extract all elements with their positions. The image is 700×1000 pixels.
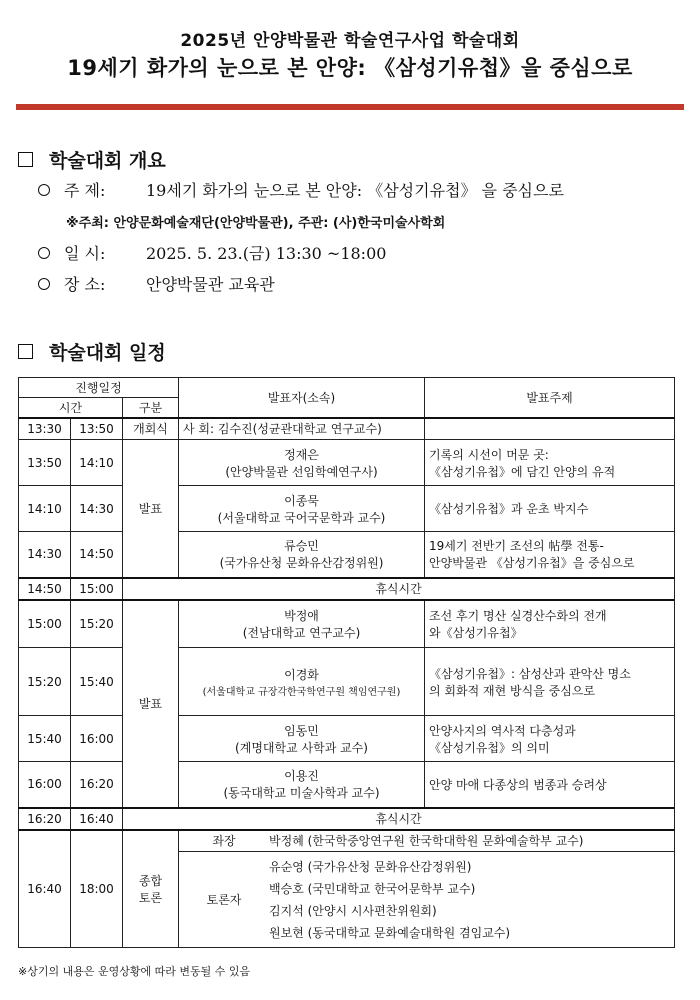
table-row: 14:50 15:00 휴식시간 [19, 578, 675, 600]
overview-heading: 학술대회 개요 [18, 146, 166, 173]
table-row: 15:00 15:20 발표 박정애 (전남대학교 연구교수) 조선 후기 명산 실경산수화의 전개 와《삼성기유첩》 [19, 600, 675, 648]
chair-name: 박정혜 (한국학중앙연구원 한국학대학원 문화예술학부 교수) [269, 834, 584, 849]
table-row: 13:50 14:10 발표 정재은 (안양박물관 선임학예연구사) 기록의 시선이 머문 곳: 《삼성기유첩》에 담긴 안양의 유적 [19, 440, 675, 486]
schedule-table [18, 377, 675, 948]
date-label: 일 시: [64, 244, 106, 263]
place-value: 안양박물관 교육관 [146, 275, 275, 294]
circle-bullet-icon [38, 247, 50, 259]
place-label: 장 소: [64, 275, 106, 294]
header-progress: 진행일정 [19, 378, 179, 398]
header-presenter: 발표자(소속) [179, 378, 425, 418]
table-row: 16:40 18:00 종합 토론 좌장 박정혜 (한국학중앙연구원 한국학대학원 문화예술학부 교수) [19, 830, 675, 852]
title-line-2: 19세기 화가의 눈으로 본 안양: 《삼성기유첩》을 중심으로 [67, 56, 633, 80]
list-item: 김지석 (안양시 시사편찬위원회) [269, 903, 437, 918]
organizer-note: ※주최: 안양문화예술재단(안양박물관), 주관: (사)한국미술사학회 [66, 216, 446, 231]
date-value: 2025. 5. 23.(금) 13:30 ~18:00 [146, 244, 387, 263]
table-row: 16:00 16:20 이용진 (동국대학교 미술사학과 교수) 안양 마애 다종상의 범종과 승려상 [19, 762, 675, 808]
panel-label: 토론자 [206, 893, 242, 907]
table-row: 16:20 16:40 휴식시간 [19, 808, 675, 830]
header-topic: 발표주제 [425, 378, 675, 418]
table-row: 15:40 16:00 임동민 (계명대학교 사학과 교수) 안양사지의 역사적 다층성과 《삼성기유첩》의 의미 [19, 716, 675, 762]
square-bullet-icon [18, 344, 33, 359]
table-row: 13:30 13:50 개회식 사 회: 김수진(성균관대학교 연구교수) [19, 418, 675, 440]
table-row: 15:20 15:40 이경화 (서울대학교 규장각한국학연구원 책임연구원) 《삼성기유첩》: 삼성산과 관악산 명소 의 회화적 재현 방식을 중심으로 [19, 648, 675, 716]
list-item: 백승호 (국민대학교 한국어문학부 교수) [269, 881, 476, 896]
topic-value: 19세기 화가의 눈으로 본 안양: 《삼성기유첩》 을 중심으로 [146, 181, 564, 200]
table-row: 14:30 14:50 류승민 (국가유산청 문화유산감정위원) 19세기 전반기 조선의 帖學 전통- 안양박물관 《삼성기유첩》을 중심으로 [19, 532, 675, 578]
date-row [38, 241, 386, 264]
table-row: 14:10 14:30 이종묵 (서울대학교 국어국문학과 교수) 《삼성기유첩》과 운초 박지수 [19, 486, 675, 532]
title-rule [16, 104, 684, 110]
header-type: 구분 [123, 398, 179, 418]
title-line-1: 2025년 안양박물관 학술연구사업 학술대회 [180, 31, 520, 51]
footer-note: ※상기의 내용은 운영상황에 따라 변동될 수 있음 [18, 965, 251, 978]
place-row [38, 272, 275, 295]
header-time: 시간 [19, 398, 123, 418]
square-bullet-icon [18, 152, 33, 167]
chair-label: 좌장 [212, 834, 236, 849]
topic-row [38, 178, 564, 201]
document-title [18, 30, 682, 82]
circle-bullet-icon [38, 184, 50, 196]
circle-bullet-icon [38, 278, 50, 290]
list-item: 원보현 (동국대학교 문화예술대학원 겸임교수) [269, 925, 511, 940]
schedule-heading: 학술대회 일정 [18, 338, 166, 365]
panel-list [269, 856, 510, 944]
topic-label: 주 제: [64, 181, 106, 200]
list-item: 유순영 (국가유산청 문화유산감정위원) [269, 859, 472, 874]
